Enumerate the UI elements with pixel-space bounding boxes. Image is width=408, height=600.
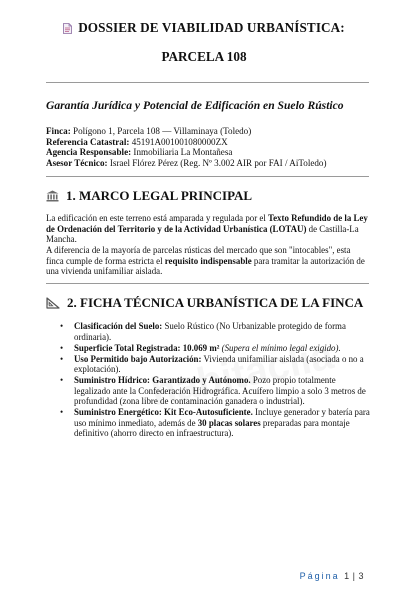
asesor-value: Israel Flórez Pérez (Reg. Nº 3.002 AIR por FAI / AiToledo) (109, 157, 327, 168)
agencia-value: Inmobiliaria La Montañesa (133, 147, 233, 158)
section-1-heading (46, 188, 252, 204)
finca-label: Finca: (46, 126, 71, 136)
document-title (0, 20, 408, 36)
section-2-heading (46, 295, 363, 311)
referencia-value: 45191A001001080000ZX (131, 136, 228, 147)
section-1-paragraph-1: La edificación en este terreno está amparada y regulada por el Texto Refundido de la Ley de Ordenación del Territorio y de la Actividad Urbanística (LOTAU) de Castilla-La Mancha. (46, 213, 368, 245)
list-item: • Suministro Energético: Kit Eco-Autosuficiente. Incluye generador y batería para uso mínimo inmediato, además de 30 placas solares preparadas para montaje definitivo (ahorro directo en infraestructura). (58, 407, 370, 439)
list-item: • Suministro Hídrico: Garantizado y Autónomo. Pozo propio totalmente legalizado ante la Confederación Hidrográfica. Acuífero limpio a solo 3 metros de profundidad (zona libre de contaminación ganadera o industrial). (58, 375, 370, 407)
list-item: • Superficie Total Registrada: 10.069 m² (Supera el mínimo legal exigido). (58, 343, 370, 354)
document-subtitle: Garantía Jurídica y Potencial de Edificación en Suelo Rústico (46, 99, 344, 112)
divider (46, 283, 369, 284)
section-2-title: 2. FICHA TÉCNICA URBANÍSTICA DE LA FINCA (67, 295, 364, 310)
list-item: • Uso Permitido bajo Autorización: Vivienda unifamiliar aislada (asociada o no a explotación). (58, 354, 370, 375)
list-item: • Clasificación del Suelo: Suelo Rústico (No Urbanizable protegido de forma ordinaria). (58, 321, 370, 342)
divider (46, 82, 369, 83)
info-block (46, 126, 327, 168)
page-footer (300, 571, 364, 581)
referencia-label: Referencia Catastral: (46, 136, 130, 147)
title-line-2: PARCELA 108 (161, 49, 247, 64)
section-1-title: 1. MARCO LEGAL PRINCIPAL (66, 188, 253, 203)
info-referencia (46, 137, 327, 148)
info-agencia (46, 147, 327, 158)
page-label: Página (299, 571, 340, 581)
page-number: 1 | 3 (344, 571, 364, 581)
agencia-label: Agencia Responsable: (46, 147, 132, 158)
info-finca (46, 126, 327, 137)
title-line-1: DOSSIER DE VIABILIDAD URBANÍSTICA: (78, 20, 345, 35)
divider (46, 176, 369, 177)
section-1-paragraph-2: A diferencia de la mayoría de parcelas rústicas del mercado que son "intocables", esta finca cumple de forma estricta el requisito indispensable para tramitar la autorización de una vivienda unifamiliar aislada. (46, 245, 365, 277)
ficha-list (58, 321, 370, 439)
title-block (0, 20, 408, 65)
bank-icon (46, 190, 59, 202)
info-asesor (46, 158, 327, 169)
document-icon (63, 23, 72, 34)
asesor-label: Asesor Técnico: (46, 157, 108, 168)
triangle-ruler-icon (46, 297, 60, 309)
finca-value: Polígono 1, Parcela 108 — Villaminaya (Toledo) (73, 126, 252, 136)
